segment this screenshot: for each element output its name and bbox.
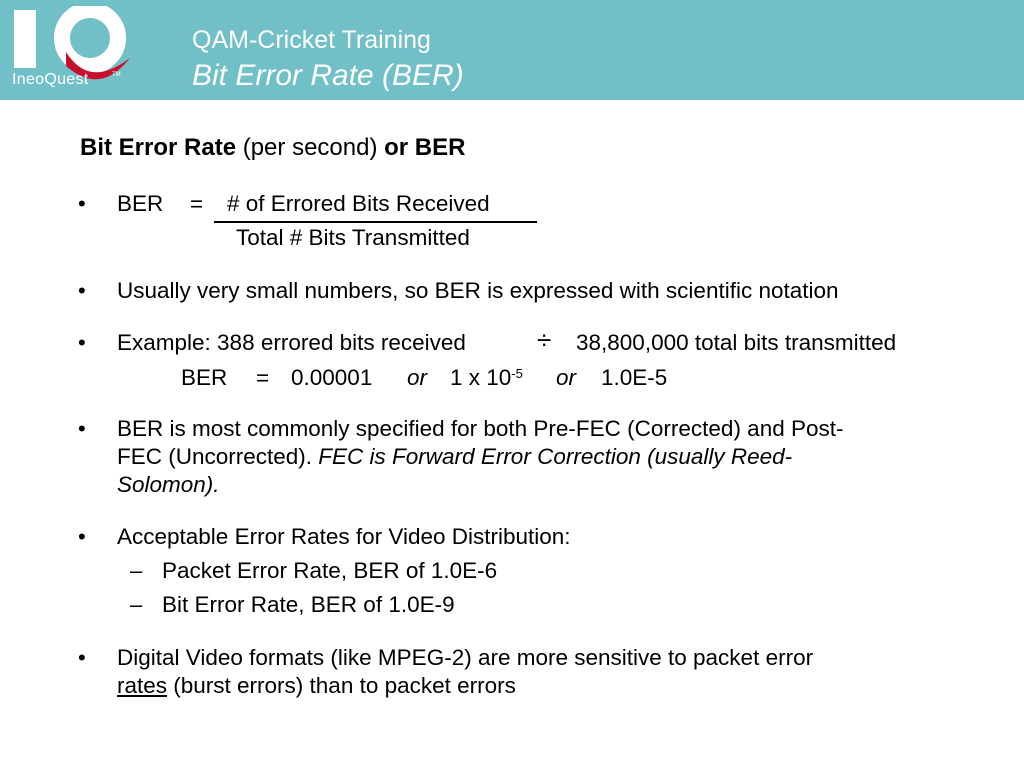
fec-italic: FEC is Forward Error Correction (usually Reed- [318,444,793,469]
example-eform: 1.0E-5 [601,365,668,390]
content-heading [80,134,465,162]
packet-error-rate-item: Packet Error Rate, BER of 1.0E-6 [162,558,498,583]
example-scientific [450,364,523,395]
divide-symbol: ÷ [537,325,552,355]
ber-equals: = [190,191,204,216]
heading-bold-1: Bit Error Rate [80,134,237,161]
rates-underlined: rates [117,673,168,698]
bullet-marker: • [78,278,86,303]
example-tail: 38,800,000 total bits transmitted [576,330,897,355]
digital-video-line-2 [117,672,516,700]
digital-video-rest: (burst errors) than to packet errors [167,673,516,698]
logo-trademark: TM [112,72,121,78]
heading-plain: (per second) [236,134,385,161]
example-or-2: or [556,365,577,390]
ber-label: BER [117,191,164,216]
ber-denominator: Total # Bits Transmitted [236,225,470,250]
logo-letter-i [14,10,36,68]
slide-title: Bit Error Rate (BER) [192,59,464,92]
slide-header [0,0,1024,100]
example-lead: Example: 388 errored bits received [117,330,466,355]
fec-line-3: Solomon). [117,472,220,497]
dash-marker: – [130,558,143,583]
bullet-marker: • [78,330,86,355]
digital-video-line-1: Digital Video formats (like MPEG-2) are more sensitive to packet error [117,645,814,670]
bullet-marker: • [78,524,86,549]
example-decimal: 0.00001 [291,365,373,390]
dash-marker: – [130,592,143,617]
fraction-line [214,221,537,223]
example-ber-label: BER [181,365,228,390]
logo-letter-q [62,10,118,66]
sci-exponent: -5 [511,366,523,381]
ber-numerator: # of Errored Bits Received [227,191,490,216]
logo-wordmark: IneoQuest [12,71,89,88]
bullet-scientific-notation: Usually very small numbers, so BER is expressed with scientific notation [117,278,839,303]
fec-plain: FEC (Uncorrected). [117,444,319,469]
bullet-marker: • [78,645,86,670]
header-subtitle: QAM-Cricket Training [192,26,431,54]
acceptable-rates-text: Acceptable Error Rates for Video Distribution: [117,524,571,549]
bullet-marker: • [78,416,86,441]
bit-error-rate-item: Bit Error Rate, BER of 1.0E-9 [162,592,455,617]
fec-line-1: BER is most commonly specified for both Pre-FEC (Corrected) and Post- [117,416,844,441]
sci-base: 1 x 10 [450,365,512,390]
bullet-marker: • [78,191,86,216]
heading-bold-2: or BER [384,134,466,161]
example-or-1: or [407,365,428,390]
fec-line-2 [117,443,792,471]
example-equals: = [256,365,270,390]
